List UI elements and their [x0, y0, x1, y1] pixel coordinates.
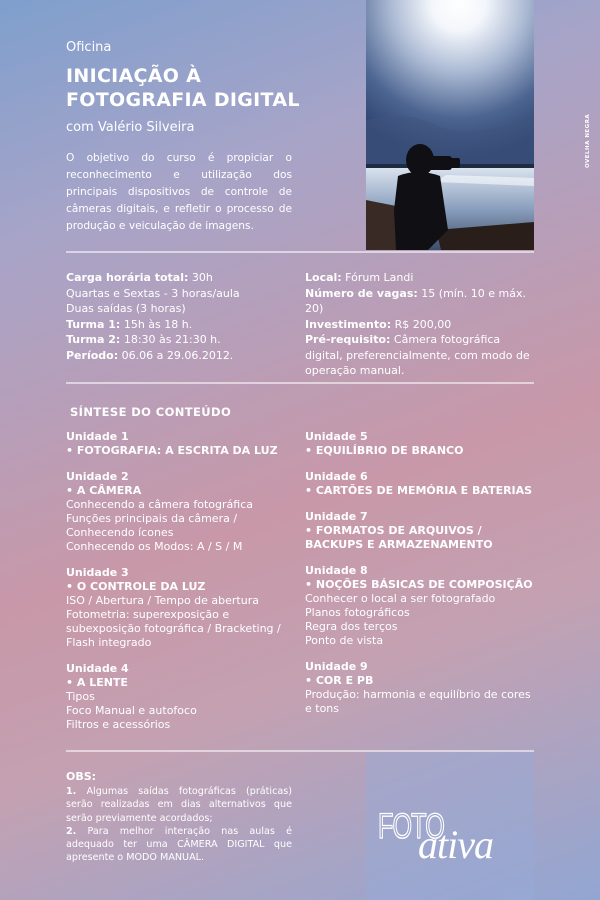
unit-topic: • NOÇÕES BÁSICAS DE COMPOSIÇÃO	[305, 578, 533, 591]
unit-name: Unidade 9	[305, 660, 368, 673]
outings-line: Duas saídas (3 horas)	[66, 302, 186, 315]
vacancies-line: Número de vagas: 15 (mín. 10 e máx. 20)	[305, 286, 527, 315]
unit-name: Unidade 7	[305, 510, 368, 523]
units-left-column	[66, 430, 298, 744]
unit-line: Planos fotográficos	[305, 606, 410, 619]
unit-name: Unidade 6	[305, 470, 368, 483]
prerequisite-line: Pré-requisito: Câmera fotográfica digital, preferencialmente, com modo de operação manual.	[305, 333, 530, 377]
unit-2	[66, 470, 298, 554]
unit-name: Unidade 1	[66, 430, 129, 443]
unit-line: ISO / Abertura / Tempo de abertura	[66, 594, 259, 607]
unit-line: Funções principais da câmera / Conhecendo ícones	[66, 512, 238, 539]
unit-7	[305, 510, 537, 552]
divider-1	[66, 251, 534, 253]
unit-4	[66, 662, 298, 732]
obs-item-1: 1. Algumas saídas fotográficas (práticas) serão realizadas em dias alternativos que serão previamente acordados;	[66, 786, 292, 824]
unit-topic: • O CONTROLE DA LUZ	[66, 580, 206, 593]
author: com Valério Silveira	[66, 120, 195, 135]
unit-topic: • EQUILÍBRIO DE BRANCO	[305, 444, 464, 457]
unit-topic: • A CÂMERA	[66, 484, 142, 497]
unit-line: Tipos	[66, 690, 95, 703]
workload-line: Carga horária total: 30h	[66, 271, 213, 284]
course-title	[66, 64, 300, 112]
unit-6	[305, 470, 537, 498]
unit-line: Conhecer o local a ser fotografado	[305, 592, 496, 605]
unit-1	[66, 430, 298, 458]
unit-topic: • FORMATOS DE ARQUIVOS / BACKUPS E ARMAZENAMENTO	[305, 524, 493, 551]
units-right-column	[305, 430, 537, 728]
obs-item-2: 2. Para melhor interação nas aulas é adequado ter uma CÂMERA DIGITAL que apresente o MODO MANUAL.	[66, 825, 292, 864]
unit-8	[305, 564, 537, 648]
unit-name: Unidade 2	[66, 470, 129, 483]
course-info-left	[66, 270, 296, 363]
obs-heading: OBS:	[66, 770, 97, 783]
unit-line: Filtros e acessórios	[66, 718, 171, 731]
unit-line: Conhecendo os Modos: A / S / M	[66, 540, 243, 553]
class2-line: Turma 2: 18:30 às 21:30 h.	[66, 333, 221, 346]
course-info-right	[305, 270, 537, 379]
unit-topic: • CARTÕES DE MEMÓRIA E BATERIAS	[305, 484, 533, 497]
observations	[66, 770, 292, 864]
photographer-photo	[366, 0, 534, 250]
unit-line: Fotometria: superexposição e subexposição fotográfica / Bracketing / Flash integrado	[66, 608, 281, 649]
intro-paragraph: O objetivo do curso é propiciar o reconhecimento e utilização dos principais dispositivos de controle de câmeras digitais, e refletir o processo de produção e veiculação de imagens.	[66, 152, 292, 232]
unit-topic: • COR E PB	[305, 674, 374, 687]
schedule-line: Quartas e Sextas - 3 horas/aula	[66, 286, 240, 300]
unit-topic: • A LENTE	[66, 676, 128, 689]
synthesis-title: SÍNTESE DO CONTEÚDO	[70, 405, 232, 419]
photo-illustration	[366, 0, 534, 250]
unit-name: Unidade 3	[66, 566, 129, 579]
unit-name: Unidade 4	[66, 662, 129, 675]
period-line: Período: 06.06 a 29.06.2012.	[66, 348, 234, 362]
title-line-1: INICIAÇÃO À	[66, 65, 202, 87]
unit-line: Regra dos terços	[305, 620, 398, 633]
svg-text:FOTO: FOTO	[378, 807, 444, 847]
unit-line: Produção: harmonia e equilíbrio de cores e tons	[305, 688, 531, 715]
unit-5	[305, 430, 537, 458]
unit-9	[305, 660, 537, 716]
unit-line: Conhecendo a câmera fotográfica	[66, 498, 253, 511]
location-line: Local: Fórum Landi	[305, 271, 414, 284]
unit-line: Ponto de vista	[305, 634, 384, 647]
photo-credit: OVELHA NEGRA	[585, 113, 591, 168]
divider-2	[66, 382, 534, 384]
class1-line: Turma 1: 15h às 18 h.	[66, 317, 193, 331]
title-line-2: FOTOGRAFIA DIGITAL	[66, 89, 300, 111]
unit-topic: • FOTOGRAFIA: A ESCRITA DA LUZ	[66, 444, 278, 457]
logo-mark	[378, 798, 528, 864]
unit-name: Unidade 5	[305, 430, 368, 443]
foto-ativa-logo	[378, 798, 528, 864]
kicker: Oficina	[66, 40, 112, 55]
unit-name: Unidade 8	[305, 564, 368, 577]
investment-line: Investimento: R$ 200,00	[305, 317, 452, 331]
unit-3	[66, 566, 298, 650]
unit-line: Foco Manual e autofoco	[66, 704, 197, 717]
svg-text:ativa: ativa	[418, 822, 493, 864]
